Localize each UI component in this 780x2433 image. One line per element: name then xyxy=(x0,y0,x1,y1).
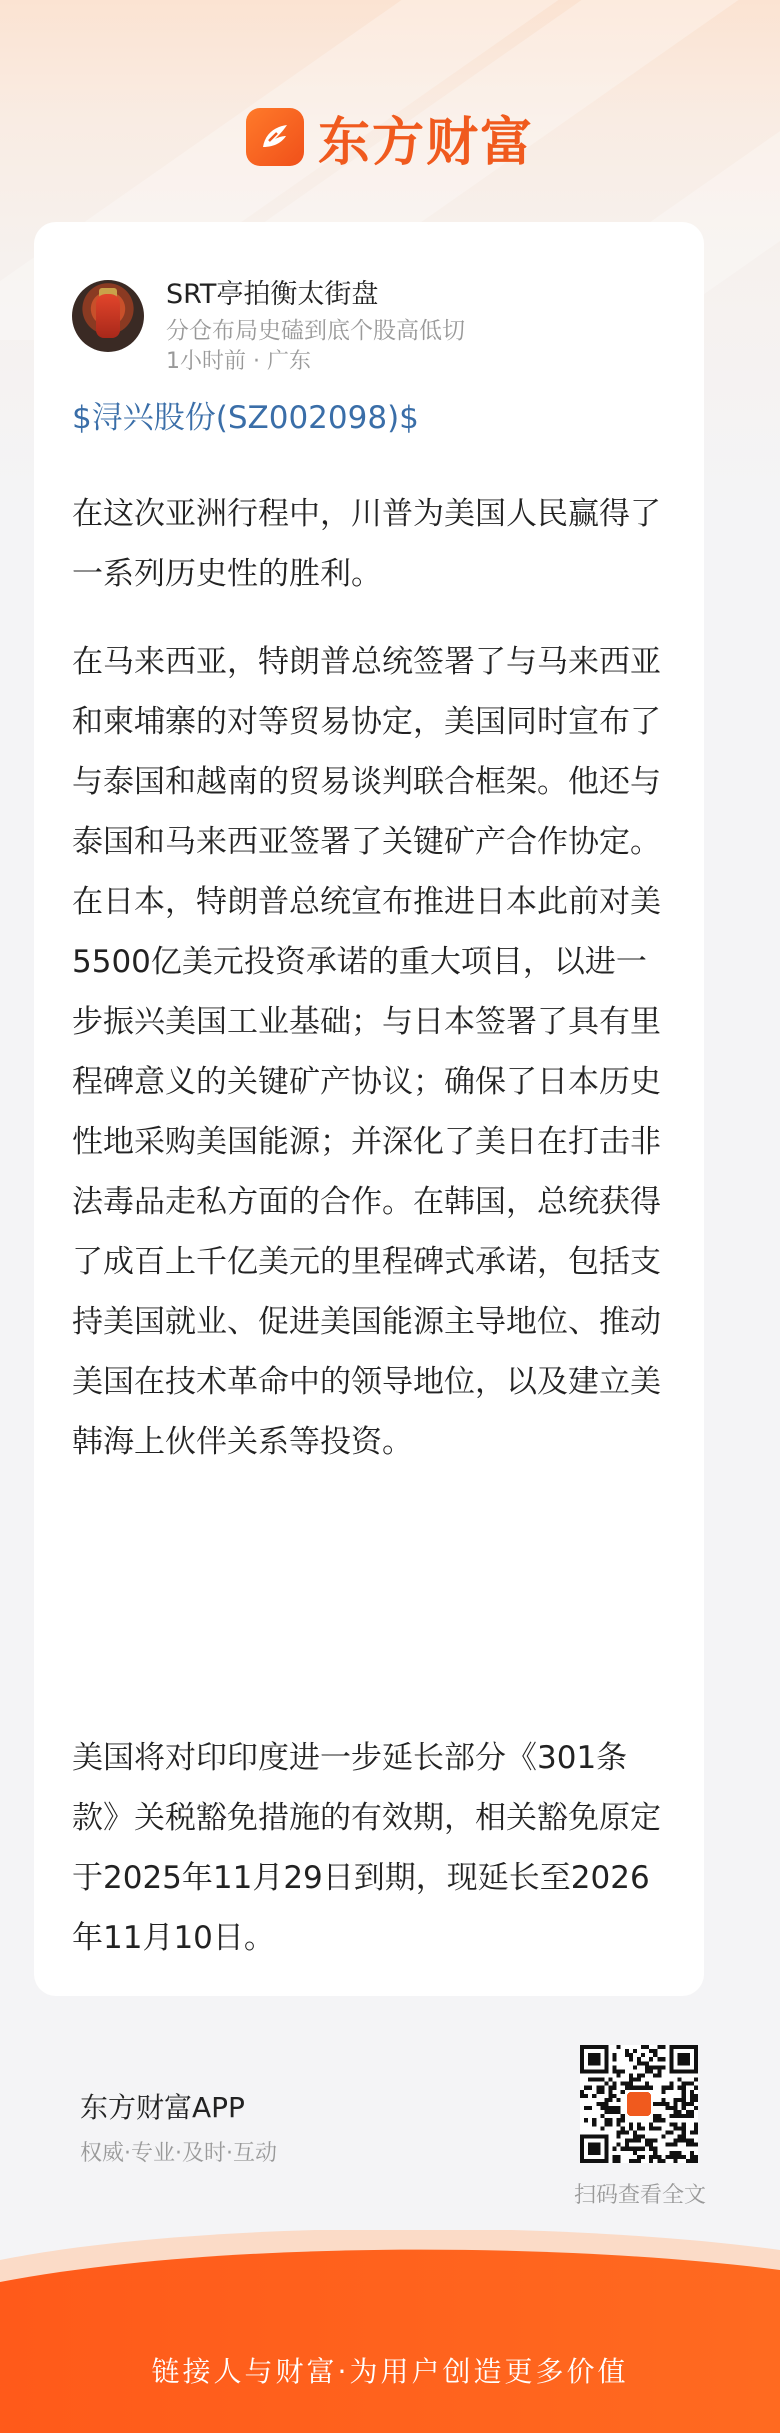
brand-name: 东方财富 xyxy=(317,112,534,173)
author-block[interactable] xyxy=(72,264,672,374)
brand-header xyxy=(0,104,780,173)
post-time-location: 1小时前 · 广东 xyxy=(166,349,311,374)
avatar[interactable] xyxy=(72,280,144,352)
app-name: 东方财富APP xyxy=(80,2091,245,2124)
qr-logo-icon xyxy=(627,2092,651,2116)
eastmoney-logo-icon xyxy=(246,108,304,166)
author-subtitle: 分仓布局史磕到底个股高低切 xyxy=(166,318,465,344)
paragraph-1: 在这次亚洲行程中，川普为美国人民赢得了一系列历史性的胜利。 xyxy=(72,496,661,592)
paragraph-2: 在马来西亚，特朗普总统签署了与马来西亚和柬埔寨的对等贸易协定，美国同时宣布了与泰国和越南的贸易谈判联合框架。他还与泰国和马来西亚签署了关键矿产合作协定。在日本，特朗普总统宣布推进日本此前对美5500亿美元投资承诺的重大项目，以进一步振兴美国工业基础；与日本签署了具有里程碑意义的关键矿产协议；确保了日本历史性地采购美国能源；并深化了美日在打击非法毒品走私方面的合作。在韩国，总统获得了成百上千亿美元的里程碑式承诺，包括支持美国就业、促进美国能源主导地位、推动美国在技术革命中的领导地位，以及建立美韩海上伙伴关系等投资。 xyxy=(72,644,661,1460)
qr-caption: 扫码查看全文 xyxy=(573,2183,706,2208)
post-card xyxy=(34,222,704,1996)
bottom-slogan: 链接人与财富·为用户创造更多价值 xyxy=(151,2355,629,2388)
footer xyxy=(0,2030,780,2230)
stock-tag-link[interactable]: $浔兴股份(SZ002098)$ xyxy=(72,400,419,436)
paragraph-3: 美国将对印印度进一步延长部分《301条款》关税豁免措施的有效期，相关豁免原定于2025年11月29日到期，现延长至2026年11月10日。 xyxy=(72,1740,661,1956)
qr-code[interactable] xyxy=(580,2045,698,2163)
bottom-banner xyxy=(0,2230,780,2433)
author-name[interactable]: SRT亭拍衡太街盘 xyxy=(166,279,379,310)
app-slogan: 权威·专业·及时·互动 xyxy=(80,2141,277,2166)
